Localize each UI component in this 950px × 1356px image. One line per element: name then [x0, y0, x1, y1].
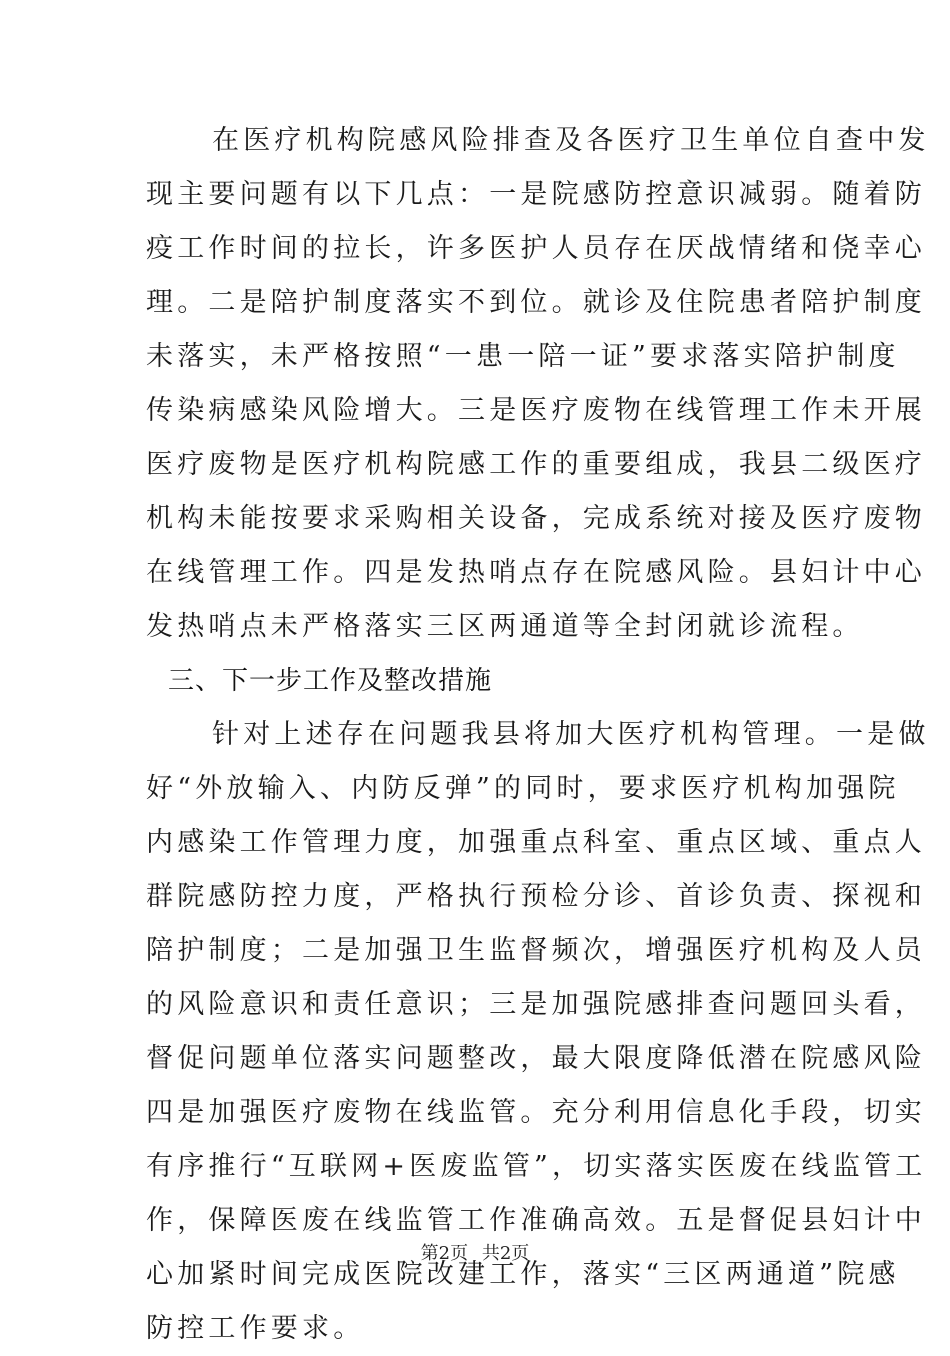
paragraph-line: 疫工作时间的拉长，许多医护人员存在厌战情绪和侥幸心 — [146, 233, 926, 264]
paragraph-line: 在线管理工作。四是发热哨点存在院感风险。县妇计中心 — [146, 557, 926, 588]
paragraph-line: 防控工作要求。 — [146, 1313, 365, 1344]
paragraph-line: 群院感防控力度，严格执行预检分诊、首诊负责、探视和 — [146, 881, 926, 912]
paragraph-line: 督促问题单位落实问题整改，最大限度降低潜在院感风险 — [146, 1043, 926, 1074]
paragraph-line: 发热哨点未严格落实三区两通道等全封闭就诊流程。 — [146, 611, 864, 642]
paragraph-line: 未落实，未严格按照“一患一陪一证”要求落实陪护制度 — [146, 341, 900, 372]
body-text — [146, 114, 930, 1356]
paragraph-line: 在医疗机构院感风险排查及各医疗卫生单位自查中发 — [212, 125, 930, 156]
paragraph-line: 陪护制度；二是加强卫生监督频次，增强医疗机构及人员 — [146, 935, 926, 966]
paragraph-line: 的风险意识和责任意识；三是加强院感排查问题回头看， — [146, 989, 926, 1020]
page-footer — [0, 1242, 950, 1266]
paragraph-line: 医疗废物是医疗机构院感工作的重要组成，我县二级医疗 — [146, 449, 926, 480]
paragraph-line: 四是加强医疗废物在线监管。充分利用信息化手段，切实 — [146, 1097, 926, 1128]
paragraph-line: 理。二是陪护制度落实不到位。就诊及住院患者陪护制度 — [146, 287, 926, 318]
paragraph-line: 现主要问题有以下几点：一是院感防控意识减弱。随着防 — [146, 179, 926, 210]
page-total: 共2页 — [481, 1243, 530, 1264]
paragraph-line: 内感染工作管理力度，加强重点科室、重点区域、重点人 — [146, 827, 926, 858]
paragraph-line: 作，保障医废在线监管工作准确高效。五是督促县妇计中 — [146, 1205, 926, 1236]
page-number: 第2页 — [420, 1243, 469, 1264]
paragraph-problems — [146, 114, 930, 654]
paragraph-line: 心加紧时间完成医院改建工作，落实“三区两通道”院感 — [146, 1259, 900, 1290]
paragraph-line: 针对上述存在问题我县将加大医疗机构管理。一是做 — [212, 719, 930, 750]
paragraph-line: 好“外放输入、内防反弹”的同时，要求医疗机构加强院 — [146, 773, 900, 804]
paragraph-line: 有序推行“互联网+医废监管”，切实落实医废在线监管工 — [146, 1151, 927, 1182]
section-heading: 三、下一步工作及整改措施 — [168, 666, 493, 696]
paragraph-line: 机构未能按要求采购相关设备，完成系统对接及医疗废物 — [146, 503, 926, 534]
paragraph-line: 传染病感染风险增大。三是医疗废物在线管理工作未开展 — [146, 395, 926, 426]
